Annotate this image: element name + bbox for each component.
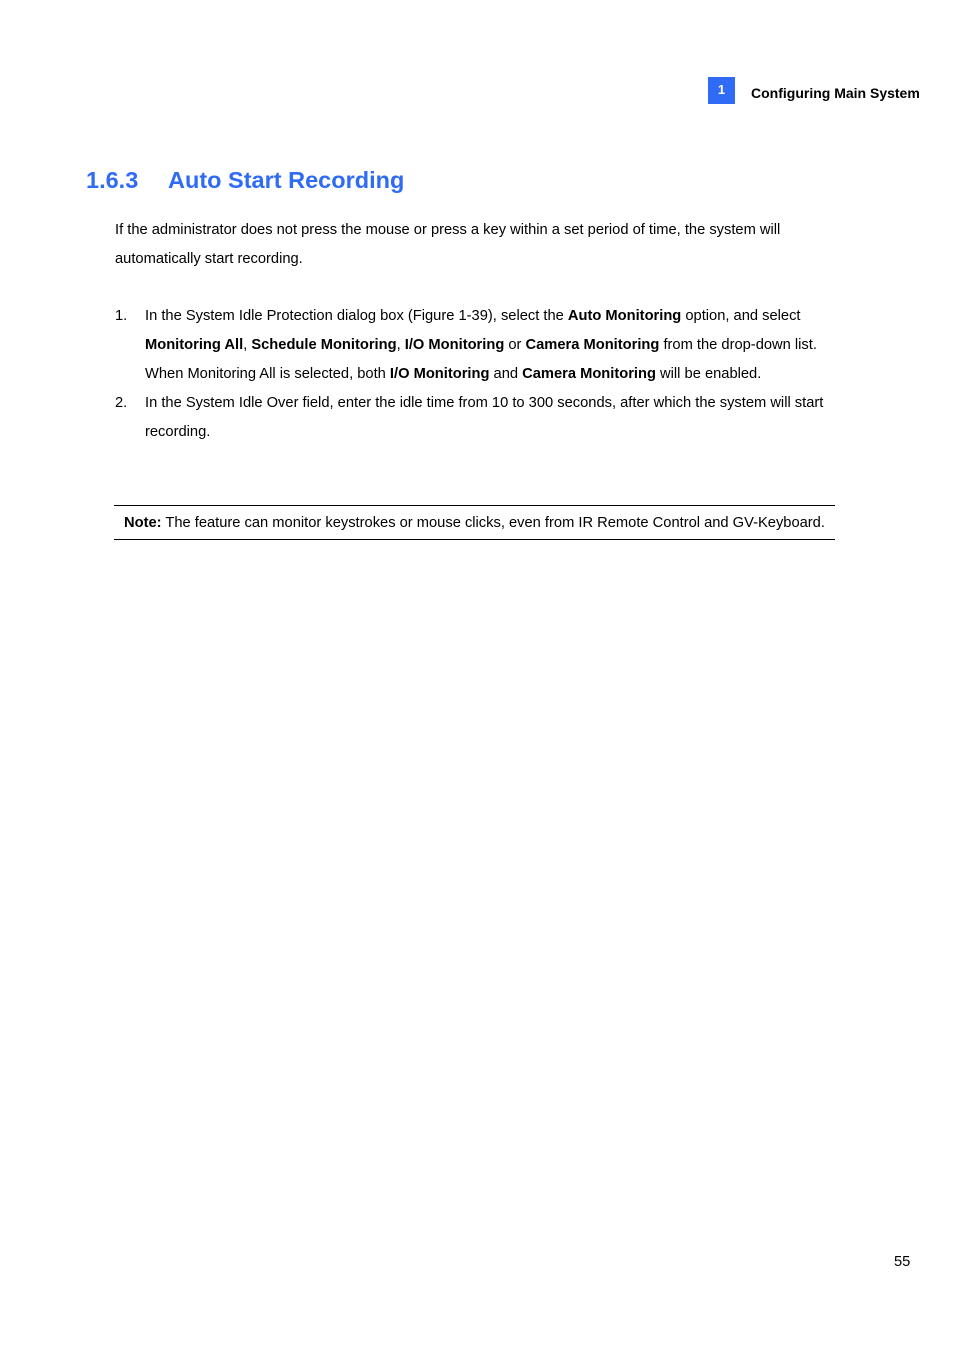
step-bold-term: Schedule Monitoring bbox=[251, 337, 397, 353]
list-item bbox=[115, 389, 845, 447]
note-box bbox=[114, 505, 835, 540]
step-text: , bbox=[396, 337, 405, 353]
step-text: from the drop-down list. When Monitoring All is selected, both bbox=[145, 337, 817, 382]
step-bold-term: Auto Monitoring bbox=[567, 308, 682, 324]
step-text: , bbox=[243, 337, 252, 353]
step-bold-term: Camera Monitoring bbox=[525, 337, 660, 353]
step-bold-term: I/O Monitoring bbox=[389, 366, 490, 382]
page-number: 55 bbox=[894, 1254, 911, 1270]
list-item bbox=[115, 302, 845, 389]
step-text: will be enabled. bbox=[655, 366, 762, 382]
note-text: The feature can monitor keystrokes or mouse clicks, even from IR Remote Control and GV-Keyboard. bbox=[161, 515, 825, 531]
note-label: Note: bbox=[124, 515, 162, 531]
steps-list bbox=[115, 302, 845, 447]
chapter-number-badge: 1 bbox=[708, 77, 735, 104]
list-marker: 1. bbox=[115, 308, 128, 324]
chapter-title: Configuring Main System bbox=[751, 85, 920, 101]
step-text: and bbox=[489, 366, 523, 382]
step-text: In the System Idle Protection dialog box (Figure 1-39), select the bbox=[145, 308, 568, 324]
step-text: option, and select bbox=[681, 308, 801, 324]
section-heading bbox=[86, 167, 404, 194]
step-bold-term: Camera Monitoring bbox=[522, 366, 656, 382]
step-text: In the System Idle Over field, enter the idle time from 10 to 300 seconds, after which the system will start recording. bbox=[145, 395, 824, 440]
section-title: Auto Start Recording bbox=[168, 167, 405, 193]
intro-paragraph: If the administrator does not press the mouse or press a key within a set period of time, the system will automatically start recording. bbox=[115, 222, 781, 267]
step-bold-term: I/O Monitoring bbox=[404, 337, 505, 353]
step-bold-term: Monitoring All bbox=[145, 337, 244, 353]
section-number: 1.6.3 bbox=[86, 167, 139, 193]
list-marker: 2. bbox=[115, 395, 128, 411]
step-text: or bbox=[504, 337, 526, 353]
